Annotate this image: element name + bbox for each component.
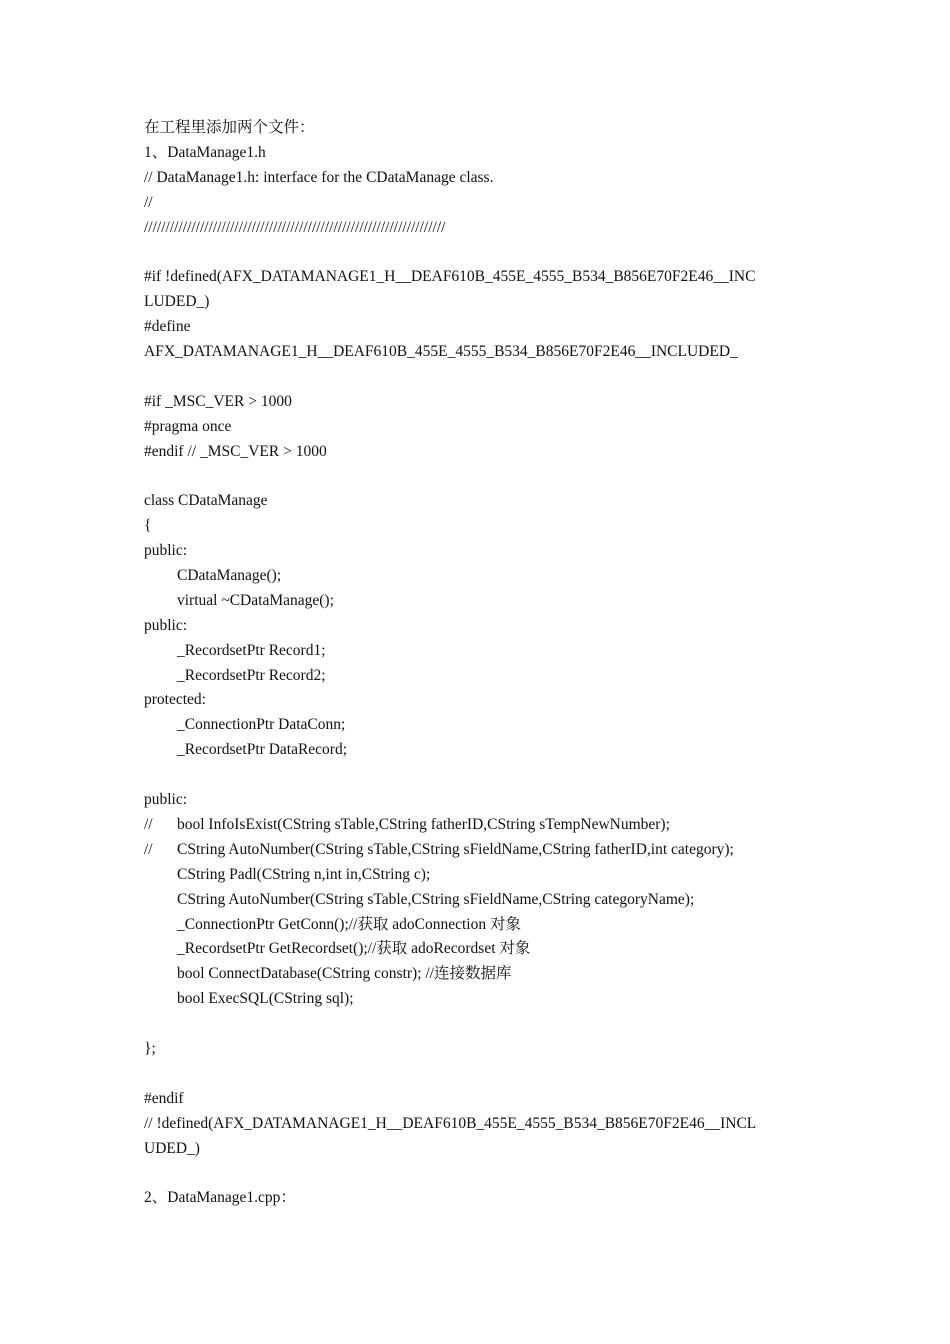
- document-page: [144, 116, 824, 1211]
- code-close-brace: };: [144, 1039, 156, 1057]
- blank-line: [144, 365, 824, 390]
- code-define-keyword: #define: [144, 318, 191, 336]
- code-endif-comment-line1: // !defined(AFX_DATAMANAGE1_H__DEAF610B_455E_4555_B534_B856E70F2E46__INCL: [144, 1114, 757, 1132]
- code-endif: #endif: [144, 1089, 184, 1107]
- blank-line: [144, 1062, 824, 1087]
- code-comment-interface: // DataManage1.h: interface for the CDataManage class.: [144, 168, 494, 186]
- code-if-msc-ver: #if _MSC_VER > 1000: [144, 392, 292, 410]
- code-member-datarecord: _RecordsetPtr DataRecord;: [177, 741, 348, 759]
- code-define-symbol: AFX_DATAMANAGE1_H__DEAF610B_455E_4555_B534_B856E70F2E46__INCLUDED_: [144, 343, 738, 361]
- code-public-label: public:: [144, 542, 188, 560]
- code-comment-blank: //: [144, 193, 153, 211]
- blank-line: [144, 1012, 824, 1037]
- code-member-record1: _RecordsetPtr Record1;: [177, 641, 326, 659]
- code-padl: CString Padl(CString n,int in,CString c);: [177, 865, 431, 883]
- code-endif-comment-line2: UDED_): [144, 1139, 200, 1157]
- code-connectdatabase: bool ConnectDatabase(CString constr); //连接数据库: [177, 965, 512, 983]
- code-if-defined-line1: #if !defined(AFX_DATAMANAGE1_H__DEAF610B_455E_4555_B534_B856E70F2E46__INC: [144, 268, 756, 286]
- code-member-record2: _RecordsetPtr Record2;: [177, 666, 326, 684]
- comment-marker: //: [144, 815, 153, 833]
- code-if-defined-line2: LUDED_): [144, 293, 210, 311]
- code-commented-infoisexist: [144, 813, 824, 838]
- code-commented-autonumber: [144, 838, 824, 863]
- code-destructor: virtual ~CDataManage();: [177, 591, 334, 609]
- blank-line: [144, 763, 824, 788]
- code-class-declaration: class CDataManage: [144, 492, 268, 510]
- code-member-dataconn: _ConnectionPtr DataConn;: [177, 716, 346, 734]
- file2-heading: 2、DataManage1.cpp：: [144, 1189, 296, 1207]
- blank-line: [144, 240, 824, 265]
- intro-text: 在工程里添加两个文件：: [144, 119, 315, 136]
- code-autonumber: CString AutoNumber(CString sTable,CString sFieldName,CString categoryName);: [177, 890, 695, 908]
- code-public-label: public:: [144, 791, 188, 809]
- code-endif-msc-ver: #endif // _MSC_VER > 1000: [144, 442, 327, 460]
- code-execsql: bool ExecSQL(CString sql);: [177, 990, 354, 1008]
- blank-line: [144, 1161, 824, 1186]
- code-infoisexist: bool InfoIsExist(CString sTable,CString fatherID,CString sTempNewNumber);: [177, 815, 670, 833]
- code-autonumber-old: CString AutoNumber(CString sTable,CString sFieldName,CString fatherID,int category);: [177, 840, 734, 858]
- code-getrecordset: _RecordsetPtr GetRecordset();//获取 adoRecordset 对象: [177, 940, 531, 958]
- code-pragma-once: #pragma once: [144, 417, 232, 435]
- code-getconn: _ConnectionPtr GetConn();//获取 adoConnection 对象: [177, 915, 521, 933]
- comment-marker: //: [144, 840, 153, 858]
- code-open-brace: {: [144, 517, 152, 535]
- file1-heading: 1、DataManage1.h: [144, 143, 266, 161]
- code-protected-label: protected:: [144, 691, 206, 709]
- code-comment-slashes: //////////////////////////////////////////////////////////////////////: [144, 218, 446, 236]
- blank-line: [144, 464, 824, 489]
- code-public-label: public:: [144, 616, 188, 634]
- code-constructor: CDataManage();: [177, 567, 282, 585]
